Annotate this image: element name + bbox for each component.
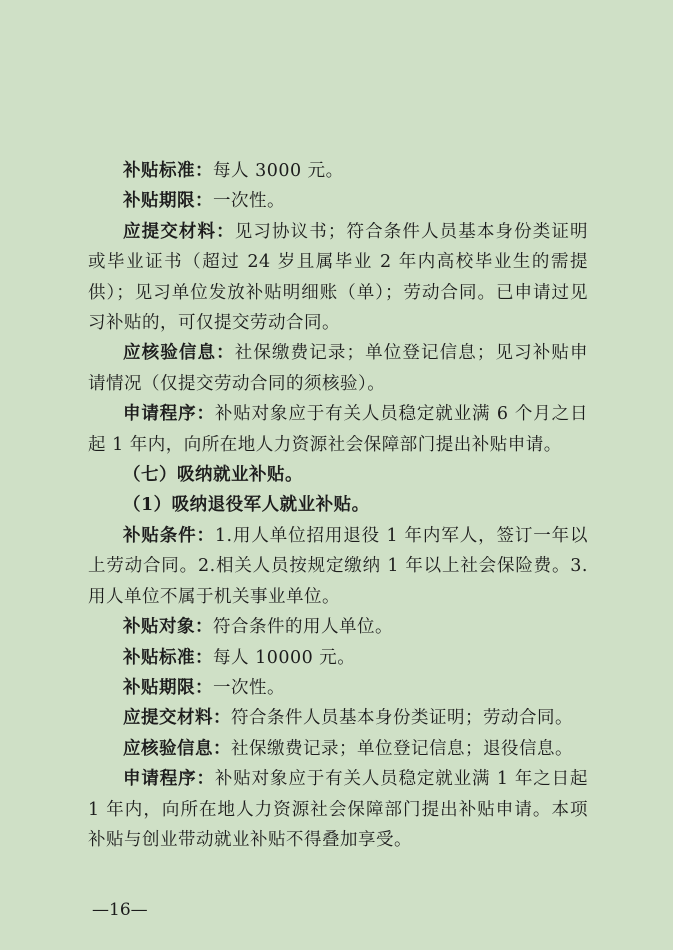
paragraph-required-materials [88, 217, 588, 339]
paragraph-verification-info-2 [88, 734, 588, 764]
page-number: —16— [92, 900, 148, 920]
paragraph-text: 见习协议书；符合条件人员基本身份类证明或毕业证书（超过 24 岁且属毕业 2 年内高校毕业生的需提供）；见习单位发放补贴明细账（单）；劳动合同。已申请过见习补贴的，可仅提交劳动合同。 [88, 221, 588, 334]
paragraph-subsidy-conditions [88, 521, 588, 612]
paragraph-verification-info [88, 338, 588, 399]
paragraph-text: 一次性。 [213, 677, 285, 698]
paragraph-text: 1.用人单位招用退役 1 年内军人，签订一年以上劳动合同。2.相关人员按规定缴纳 1 年以上社会保险费。3.用人单位不属于机关事业单位。 [88, 525, 588, 607]
paragraph-text: 社保缴费记录；单位登记信息；见习补贴申请情况（仅提交劳动合同的须核验）。 [88, 343, 588, 394]
paragraph-subsidy-standard [88, 156, 588, 186]
paragraph-label: 申请程序： [123, 769, 215, 790]
paragraph-text: 补贴对象应于有关人员稳定就业满 6 个月之日起 1 年内，向所在地人力资源社会保障部门提出补贴申请。 [88, 404, 589, 455]
paragraph-application-procedure-2 [88, 764, 588, 855]
paragraph-application-procedure [88, 399, 588, 460]
paragraph-label: 补贴期限： [123, 191, 213, 212]
paragraph-required-materials-2 [88, 703, 588, 733]
paragraph-text: 符合条件人员基本身份类证明；劳动合同。 [231, 708, 573, 729]
paragraph-text: 每人 3000 元。 [213, 161, 344, 181]
paragraph-label: 补贴对象： [123, 617, 213, 638]
subsection-heading: （1）吸纳退役军人就业补贴。 [123, 495, 370, 516]
paragraph-label: 应提交材料： [123, 708, 231, 729]
paragraph-text: 补贴对象应于有关人员稳定就业满 1 年之日起 1 年内，向所在地人力资源社会保障部门提出补贴申请。本项补贴与创业带动就业补贴不得叠加享受。 [88, 769, 589, 850]
paragraph-text: 社保缴费记录；单位登记信息；退役信息。 [231, 738, 573, 759]
paragraph-text: 符合条件的用人单位。 [213, 617, 393, 638]
paragraph-label: 补贴标准： [123, 647, 213, 668]
paragraph-subsidy-period-2 [88, 673, 588, 703]
paragraph-subsidy-target [88, 612, 588, 642]
paragraph-label: 补贴条件： [123, 525, 215, 546]
paragraph-text: 每人 10000 元。 [213, 647, 356, 668]
paragraph-label: 申请程序： [123, 404, 215, 425]
paragraph-label: 补贴标准： [123, 161, 213, 181]
paragraph-label: 应核验信息： [123, 343, 235, 364]
page-body [88, 156, 588, 855]
paragraph-label: 应提交材料： [123, 221, 235, 242]
paragraph-label: 补贴期限： [123, 677, 213, 698]
paragraph-subsidy-period [88, 186, 588, 216]
paragraph-subsidy-standard-2 [88, 643, 588, 673]
section-heading: （七）吸纳就业补贴。 [123, 465, 303, 486]
paragraph-text: 一次性。 [213, 191, 285, 212]
paragraph-label: 应核验信息： [123, 738, 231, 759]
